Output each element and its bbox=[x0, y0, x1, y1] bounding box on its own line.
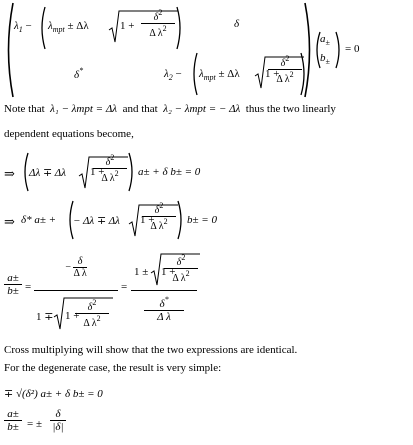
b-pm: b± bbox=[4, 420, 22, 433]
degenerate-equation: ∓ √(δ²) a± + δ b± = 0 bbox=[4, 388, 103, 400]
inner-paren-right-1 bbox=[176, 6, 184, 50]
mid-den-prefix: 1 ∓ bbox=[36, 311, 54, 323]
mid-den-fraction bbox=[75, 298, 109, 329]
delta: δ bbox=[105, 157, 111, 168]
eq1-sqrt bbox=[78, 156, 90, 190]
delta: δ bbox=[176, 257, 182, 268]
delta-lambda: Δ λ bbox=[150, 221, 164, 232]
degenerate-rhs-fraction bbox=[50, 408, 66, 433]
eq2-fraction bbox=[142, 201, 176, 232]
cross-multiply-line: Cross multiplying will show that the two expressions are identical. bbox=[4, 344, 298, 356]
implies-arrow-1: ⇒ bbox=[4, 166, 15, 181]
note-line bbox=[4, 103, 336, 116]
minus-sign: − bbox=[25, 20, 32, 32]
delta: δ bbox=[55, 408, 61, 420]
star: * bbox=[79, 66, 84, 75]
superscript: 2 bbox=[92, 298, 97, 307]
pm-delta-lambda: ± Δλ bbox=[218, 68, 240, 80]
matrix-left-paren bbox=[3, 2, 15, 98]
one-plus-1 bbox=[120, 20, 134, 32]
eq1-left-paren bbox=[21, 152, 29, 192]
dependent-line: dependent equations become, bbox=[4, 128, 134, 140]
eq1-fraction bbox=[93, 153, 127, 184]
a-pm: a± bbox=[7, 272, 19, 284]
degenerate-rhs-sign: = ± bbox=[27, 418, 42, 430]
right-num-prefix: 1 ± bbox=[134, 266, 149, 278]
eq1-one-plus: 1 + bbox=[90, 166, 105, 178]
delta: δ bbox=[77, 256, 83, 267]
b: b bbox=[320, 52, 326, 64]
superscript: 2 bbox=[181, 253, 186, 262]
lambda-symbol: λ bbox=[48, 20, 53, 32]
superscript: 2 bbox=[185, 269, 190, 278]
delta: δ bbox=[74, 69, 80, 81]
delta-lambda: Δ λ bbox=[144, 310, 184, 323]
delta: δ bbox=[87, 302, 93, 313]
delta-lambda: Δ λ bbox=[73, 268, 87, 279]
delta: δ bbox=[153, 12, 159, 23]
pm-delta-lambda: ± Δλ bbox=[67, 20, 89, 32]
mid-fraction-bar bbox=[34, 290, 118, 291]
implies-arrow-2: ⇒ bbox=[4, 214, 15, 229]
matrix-r2c2 bbox=[164, 68, 182, 82]
vector-right-paren bbox=[335, 31, 343, 69]
vector-a bbox=[320, 33, 330, 47]
eq1-delta-terms: Δλ ∓ Δλ bbox=[29, 167, 66, 179]
note-suffix: thus the two linearly bbox=[245, 103, 336, 115]
eq2-tail: b± = 0 bbox=[187, 214, 217, 226]
note-eq1: λ₁ − λmpt = Δλ bbox=[50, 103, 118, 115]
lambda-mpt-2 bbox=[199, 68, 240, 82]
subscript: 1 bbox=[18, 25, 23, 34]
mid-numerator bbox=[55, 256, 97, 279]
eq2-delta-terms: − Δλ ∓ Δλ bbox=[73, 215, 120, 227]
subscript: 2 bbox=[168, 73, 173, 82]
superscript: 2 bbox=[159, 201, 164, 210]
subscript: mpt bbox=[52, 25, 65, 34]
superscript: 2 bbox=[158, 8, 163, 17]
delta-lambda: Δ λ bbox=[172, 273, 186, 284]
star: * bbox=[164, 295, 169, 304]
subscript: ± bbox=[325, 38, 330, 47]
superscript: 2 bbox=[114, 169, 119, 178]
eq1-tail: a± + δ b± = 0 bbox=[138, 166, 201, 178]
ratio-lhs bbox=[4, 272, 22, 297]
note-prefix: Note that bbox=[4, 103, 45, 115]
b-pm: b± bbox=[4, 284, 22, 297]
delta: δ bbox=[280, 58, 286, 69]
right-fraction-bar bbox=[131, 290, 197, 291]
minus-sign: − bbox=[65, 261, 71, 273]
right-num-fraction bbox=[164, 253, 198, 284]
matrix-r1c1 bbox=[14, 20, 32, 34]
vector-b bbox=[320, 52, 330, 66]
delta: δ bbox=[159, 298, 165, 310]
matrix-r2c1 bbox=[74, 66, 83, 81]
subscript: mpt bbox=[203, 73, 216, 82]
right-num-one-plus: 1 + bbox=[161, 266, 176, 278]
superscript: 2 bbox=[162, 24, 167, 33]
inner-paren-left-1 bbox=[38, 6, 46, 50]
ratio-eq-1: = bbox=[25, 281, 32, 293]
fraction-delta2-2 bbox=[268, 54, 302, 85]
right-denominator bbox=[144, 295, 184, 323]
lambda-mpt-1 bbox=[48, 20, 89, 34]
a-pm: a± bbox=[7, 408, 19, 420]
note-eq2: λ₂ − λmpt = − Δλ bbox=[163, 103, 241, 115]
delta-lambda: Δ λ bbox=[149, 28, 163, 39]
superscript: 2 bbox=[163, 217, 168, 226]
eq2-one-plus: 1 + bbox=[140, 214, 155, 226]
lambda-symbol: λ bbox=[14, 20, 19, 32]
note-mid: and that bbox=[122, 103, 158, 115]
matrix-equals-zero: = 0 bbox=[345, 43, 360, 55]
inner-paren-right-2 bbox=[300, 52, 308, 96]
eq2-sqrt bbox=[128, 204, 140, 238]
superscript: 2 bbox=[96, 314, 101, 323]
degenerate-lhs bbox=[4, 408, 22, 433]
delta-lambda: Δ λ bbox=[83, 318, 97, 329]
delta: δ bbox=[154, 205, 160, 216]
sqrt-sign-1 bbox=[108, 10, 120, 44]
superscript: 2 bbox=[289, 70, 294, 79]
eq1-right-paren bbox=[128, 152, 136, 192]
abs-delta: |δ| bbox=[50, 420, 66, 433]
one-plus: 1 + bbox=[120, 20, 135, 32]
delta-lambda: Δ λ bbox=[276, 74, 290, 85]
superscript: 2 bbox=[285, 54, 290, 63]
matrix-r1c2: δ bbox=[234, 18, 240, 30]
eq2-head: δ* a± + bbox=[21, 214, 57, 226]
delta-lambda: Δ λ bbox=[101, 173, 115, 184]
lambda-symbol: λ bbox=[199, 68, 204, 80]
degenerate-line: For the degenerate case, the result is very simple: bbox=[4, 362, 222, 374]
superscript: 2 bbox=[110, 153, 115, 162]
minus-sign: − bbox=[175, 68, 182, 80]
mid-den-sqrt bbox=[53, 297, 65, 331]
mid-den-one-plus: 1 + bbox=[65, 310, 80, 322]
subscript: ± bbox=[325, 57, 330, 66]
inner-paren-left-2 bbox=[190, 52, 198, 96]
ratio-eq-2: = bbox=[121, 281, 128, 293]
eq2-right-paren bbox=[177, 200, 185, 240]
lambda-symbol: λ bbox=[164, 68, 169, 80]
fraction-delta2-1 bbox=[141, 8, 175, 39]
one-plus: 1 + bbox=[265, 68, 280, 80]
a: a bbox=[320, 33, 326, 45]
